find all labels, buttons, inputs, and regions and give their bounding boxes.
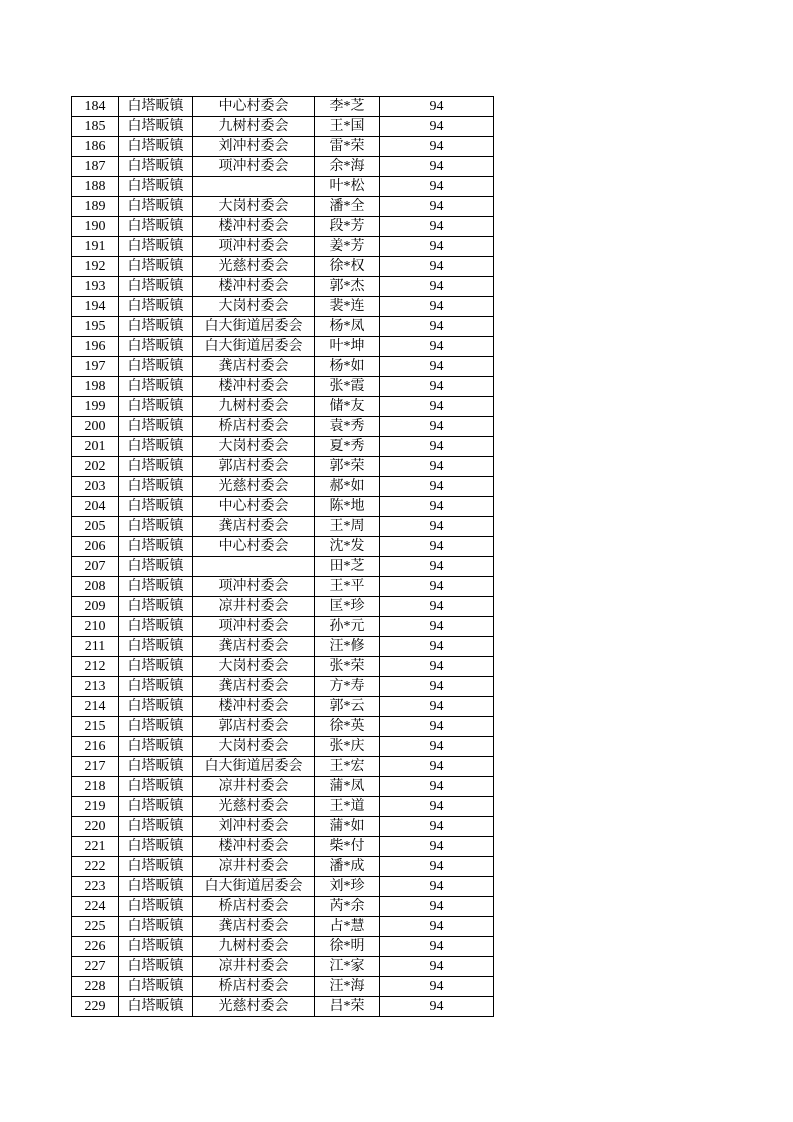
town-cell: 白塔畈镇 xyxy=(119,457,193,477)
village-committee-cell: 白大街道居委会 xyxy=(193,337,315,357)
village-committee-cell: 九树村委会 xyxy=(193,397,315,417)
person-name-cell: 陈*地 xyxy=(315,497,380,517)
row-number-cell: 229 xyxy=(72,997,119,1017)
table-row xyxy=(72,757,494,777)
table-row xyxy=(72,617,494,637)
row-number-cell: 228 xyxy=(72,977,119,997)
village-committee-cell: 项冲村委会 xyxy=(193,617,315,637)
town-cell: 白塔畈镇 xyxy=(119,517,193,537)
table-row xyxy=(72,637,494,657)
score-cell: 94 xyxy=(380,737,494,757)
person-name-cell: 姜*芳 xyxy=(315,237,380,257)
score-cell: 94 xyxy=(380,357,494,377)
score-cell: 94 xyxy=(380,197,494,217)
row-number-cell: 211 xyxy=(72,637,119,657)
town-cell: 白塔畈镇 xyxy=(119,737,193,757)
score-cell: 94 xyxy=(380,477,494,497)
village-committee-cell: 大岗村委会 xyxy=(193,197,315,217)
table-row xyxy=(72,657,494,677)
person-name-cell: 裴*连 xyxy=(315,297,380,317)
row-number-cell: 204 xyxy=(72,497,119,517)
row-number-cell: 192 xyxy=(72,257,119,277)
table-row xyxy=(72,297,494,317)
town-cell: 白塔畈镇 xyxy=(119,977,193,997)
town-cell: 白塔畈镇 xyxy=(119,837,193,857)
score-cell: 94 xyxy=(380,877,494,897)
person-name-cell: 张*霞 xyxy=(315,377,380,397)
person-name-cell: 汪*海 xyxy=(315,977,380,997)
village-committee-cell: 凉井村委会 xyxy=(193,597,315,617)
row-number-cell: 212 xyxy=(72,657,119,677)
row-number-cell: 214 xyxy=(72,697,119,717)
score-cell: 94 xyxy=(380,217,494,237)
person-name-cell: 叶*松 xyxy=(315,177,380,197)
village-committee-cell: 光慈村委会 xyxy=(193,997,315,1017)
score-cell: 94 xyxy=(380,777,494,797)
person-name-cell: 刘*珍 xyxy=(315,877,380,897)
table-row xyxy=(72,237,494,257)
person-name-cell: 徐*权 xyxy=(315,257,380,277)
table-row xyxy=(72,277,494,297)
row-number-cell: 194 xyxy=(72,297,119,317)
score-cell: 94 xyxy=(380,297,494,317)
village-committee-cell: 龚店村委会 xyxy=(193,677,315,697)
town-cell: 白塔畈镇 xyxy=(119,877,193,897)
table-row xyxy=(72,937,494,957)
town-cell: 白塔畈镇 xyxy=(119,337,193,357)
person-name-cell: 郭*杰 xyxy=(315,277,380,297)
row-number-cell: 224 xyxy=(72,897,119,917)
village-committee-cell: 九树村委会 xyxy=(193,937,315,957)
town-cell: 白塔畈镇 xyxy=(119,177,193,197)
row-number-cell: 196 xyxy=(72,337,119,357)
town-cell: 白塔畈镇 xyxy=(119,697,193,717)
score-cell: 94 xyxy=(380,277,494,297)
row-number-cell: 218 xyxy=(72,777,119,797)
person-name-cell: 占*慧 xyxy=(315,917,380,937)
table-row xyxy=(72,477,494,497)
town-cell: 白塔畈镇 xyxy=(119,377,193,397)
row-number-cell: 213 xyxy=(72,677,119,697)
village-committee-cell: 白大街道居委会 xyxy=(193,877,315,897)
table-row xyxy=(72,837,494,857)
table-row xyxy=(72,197,494,217)
table-row xyxy=(72,917,494,937)
row-number-cell: 207 xyxy=(72,557,119,577)
person-name-cell: 郭*云 xyxy=(315,697,380,717)
table-row xyxy=(72,137,494,157)
row-number-cell: 191 xyxy=(72,237,119,257)
town-cell: 白塔畈镇 xyxy=(119,817,193,837)
row-number-cell: 209 xyxy=(72,597,119,617)
town-cell: 白塔畈镇 xyxy=(119,117,193,137)
village-committee-cell: 九树村委会 xyxy=(193,117,315,137)
record-table xyxy=(71,96,494,1017)
row-number-cell: 193 xyxy=(72,277,119,297)
score-cell: 94 xyxy=(380,157,494,177)
person-name-cell: 袁*秀 xyxy=(315,417,380,437)
score-cell: 94 xyxy=(380,557,494,577)
score-cell: 94 xyxy=(380,677,494,697)
score-cell: 94 xyxy=(380,837,494,857)
row-number-cell: 223 xyxy=(72,877,119,897)
village-committee-cell: 白大街道居委会 xyxy=(193,757,315,777)
score-cell: 94 xyxy=(380,577,494,597)
village-committee-cell: 光慈村委会 xyxy=(193,257,315,277)
table-row xyxy=(72,337,494,357)
town-cell: 白塔畈镇 xyxy=(119,137,193,157)
village-committee-cell: 大岗村委会 xyxy=(193,737,315,757)
table-row xyxy=(72,957,494,977)
person-name-cell: 徐*英 xyxy=(315,717,380,737)
town-cell: 白塔畈镇 xyxy=(119,997,193,1017)
row-number-cell: 226 xyxy=(72,937,119,957)
score-cell: 94 xyxy=(380,917,494,937)
score-cell: 94 xyxy=(380,717,494,737)
town-cell: 白塔畈镇 xyxy=(119,357,193,377)
person-name-cell: 吕*荣 xyxy=(315,997,380,1017)
row-number-cell: 188 xyxy=(72,177,119,197)
village-committee-cell: 大岗村委会 xyxy=(193,657,315,677)
person-name-cell: 王*宏 xyxy=(315,757,380,777)
village-committee-cell: 项冲村委会 xyxy=(193,577,315,597)
person-name-cell: 蒲*凤 xyxy=(315,777,380,797)
score-cell: 94 xyxy=(380,617,494,637)
person-name-cell: 潘*全 xyxy=(315,197,380,217)
row-number-cell: 201 xyxy=(72,437,119,457)
row-number-cell: 185 xyxy=(72,117,119,137)
row-number-cell: 206 xyxy=(72,537,119,557)
village-committee-cell: 郭店村委会 xyxy=(193,717,315,737)
town-cell: 白塔畈镇 xyxy=(119,917,193,937)
town-cell: 白塔畈镇 xyxy=(119,97,193,117)
village-committee-cell: 楼冲村委会 xyxy=(193,217,315,237)
town-cell: 白塔畈镇 xyxy=(119,237,193,257)
village-committee-cell: 龚店村委会 xyxy=(193,637,315,657)
town-cell: 白塔畈镇 xyxy=(119,157,193,177)
person-name-cell: 夏*秀 xyxy=(315,437,380,457)
score-cell: 94 xyxy=(380,397,494,417)
table-row xyxy=(72,497,494,517)
score-cell: 94 xyxy=(380,457,494,477)
town-cell: 白塔畈镇 xyxy=(119,657,193,677)
town-cell: 白塔畈镇 xyxy=(119,317,193,337)
person-name-cell: 王*周 xyxy=(315,517,380,537)
person-name-cell: 雷*荣 xyxy=(315,137,380,157)
village-committee-cell: 龚店村委会 xyxy=(193,917,315,937)
village-committee-cell: 桥店村委会 xyxy=(193,897,315,917)
person-name-cell: 柴*付 xyxy=(315,837,380,857)
town-cell: 白塔畈镇 xyxy=(119,497,193,517)
town-cell: 白塔畈镇 xyxy=(119,477,193,497)
row-number-cell: 220 xyxy=(72,817,119,837)
town-cell: 白塔畈镇 xyxy=(119,597,193,617)
table-row xyxy=(72,377,494,397)
village-committee-cell: 龚店村委会 xyxy=(193,517,315,537)
table-row xyxy=(72,117,494,137)
village-committee-cell: 楼冲村委会 xyxy=(193,277,315,297)
row-number-cell: 208 xyxy=(72,577,119,597)
table-row xyxy=(72,417,494,437)
person-name-cell: 李*芝 xyxy=(315,97,380,117)
score-cell: 94 xyxy=(380,417,494,437)
table-row xyxy=(72,677,494,697)
score-cell: 94 xyxy=(380,817,494,837)
town-cell: 白塔畈镇 xyxy=(119,277,193,297)
row-number-cell: 215 xyxy=(72,717,119,737)
table-row xyxy=(72,397,494,417)
score-cell: 94 xyxy=(380,697,494,717)
row-number-cell: 184 xyxy=(72,97,119,117)
score-cell: 94 xyxy=(380,537,494,557)
town-cell: 白塔畈镇 xyxy=(119,717,193,737)
person-name-cell: 张*荣 xyxy=(315,657,380,677)
score-cell: 94 xyxy=(380,177,494,197)
score-cell: 94 xyxy=(380,497,494,517)
village-committee-cell: 凉井村委会 xyxy=(193,777,315,797)
town-cell: 白塔畈镇 xyxy=(119,257,193,277)
table-row xyxy=(72,357,494,377)
table-body xyxy=(72,97,494,1017)
village-committee-cell: 项冲村委会 xyxy=(193,237,315,257)
score-cell: 94 xyxy=(380,857,494,877)
row-number-cell: 198 xyxy=(72,377,119,397)
town-cell: 白塔畈镇 xyxy=(119,777,193,797)
village-committee-cell: 光慈村委会 xyxy=(193,477,315,497)
town-cell: 白塔畈镇 xyxy=(119,557,193,577)
town-cell: 白塔畈镇 xyxy=(119,537,193,557)
person-name-cell: 汪*修 xyxy=(315,637,380,657)
village-committee-cell: 凉井村委会 xyxy=(193,857,315,877)
person-name-cell: 方*寿 xyxy=(315,677,380,697)
person-name-cell: 匡*珍 xyxy=(315,597,380,617)
person-name-cell: 杨*凤 xyxy=(315,317,380,337)
village-committee-cell: 凉井村委会 xyxy=(193,957,315,977)
village-committee-cell: 楼冲村委会 xyxy=(193,837,315,857)
person-name-cell: 江*家 xyxy=(315,957,380,977)
table-row xyxy=(72,537,494,557)
table-row xyxy=(72,717,494,737)
person-name-cell: 芮*余 xyxy=(315,897,380,917)
person-name-cell: 蒲*如 xyxy=(315,817,380,837)
row-number-cell: 225 xyxy=(72,917,119,937)
score-cell: 94 xyxy=(380,317,494,337)
town-cell: 白塔畈镇 xyxy=(119,577,193,597)
score-cell: 94 xyxy=(380,637,494,657)
table-row xyxy=(72,177,494,197)
score-cell: 94 xyxy=(380,137,494,157)
table-row xyxy=(72,217,494,237)
person-name-cell: 王*国 xyxy=(315,117,380,137)
table-row xyxy=(72,157,494,177)
row-number-cell: 190 xyxy=(72,217,119,237)
score-cell: 94 xyxy=(380,957,494,977)
row-number-cell: 187 xyxy=(72,157,119,177)
village-committee-cell: 中心村委会 xyxy=(193,537,315,557)
village-committee-cell: 白大街道居委会 xyxy=(193,317,315,337)
table-row xyxy=(72,317,494,337)
row-number-cell: 210 xyxy=(72,617,119,637)
table-row xyxy=(72,877,494,897)
town-cell: 白塔畈镇 xyxy=(119,397,193,417)
person-name-cell: 孙*元 xyxy=(315,617,380,637)
table-row xyxy=(72,577,494,597)
table-row xyxy=(72,697,494,717)
row-number-cell: 195 xyxy=(72,317,119,337)
table-row xyxy=(72,257,494,277)
row-number-cell: 203 xyxy=(72,477,119,497)
score-cell: 94 xyxy=(380,117,494,137)
table-row xyxy=(72,977,494,997)
village-committee-cell: 楼冲村委会 xyxy=(193,377,315,397)
score-cell: 94 xyxy=(380,797,494,817)
score-cell: 94 xyxy=(380,977,494,997)
town-cell: 白塔畈镇 xyxy=(119,217,193,237)
town-cell: 白塔畈镇 xyxy=(119,437,193,457)
score-cell: 94 xyxy=(380,757,494,777)
row-number-cell: 227 xyxy=(72,957,119,977)
score-cell: 94 xyxy=(380,937,494,957)
table-row xyxy=(72,437,494,457)
row-number-cell: 205 xyxy=(72,517,119,537)
table-row xyxy=(72,777,494,797)
row-number-cell: 221 xyxy=(72,837,119,857)
row-number-cell: 186 xyxy=(72,137,119,157)
row-number-cell: 219 xyxy=(72,797,119,817)
village-committee-cell: 龚店村委会 xyxy=(193,357,315,377)
village-committee-cell: 中心村委会 xyxy=(193,497,315,517)
person-name-cell: 徐*明 xyxy=(315,937,380,957)
score-cell: 94 xyxy=(380,97,494,117)
row-number-cell: 216 xyxy=(72,737,119,757)
person-name-cell: 郝*如 xyxy=(315,477,380,497)
village-committee-cell: 刘冲村委会 xyxy=(193,817,315,837)
row-number-cell: 189 xyxy=(72,197,119,217)
score-cell: 94 xyxy=(380,437,494,457)
town-cell: 白塔畈镇 xyxy=(119,637,193,657)
town-cell: 白塔畈镇 xyxy=(119,797,193,817)
person-name-cell: 余*海 xyxy=(315,157,380,177)
table-row xyxy=(72,557,494,577)
town-cell: 白塔畈镇 xyxy=(119,417,193,437)
score-cell: 94 xyxy=(380,997,494,1017)
row-number-cell: 200 xyxy=(72,417,119,437)
person-name-cell: 杨*如 xyxy=(315,357,380,377)
town-cell: 白塔畈镇 xyxy=(119,197,193,217)
table-row xyxy=(72,857,494,877)
score-cell: 94 xyxy=(380,257,494,277)
person-name-cell: 田*芝 xyxy=(315,557,380,577)
row-number-cell: 202 xyxy=(72,457,119,477)
person-name-cell: 段*芳 xyxy=(315,217,380,237)
village-committee-cell: 桥店村委会 xyxy=(193,977,315,997)
row-number-cell: 217 xyxy=(72,757,119,777)
table-row xyxy=(72,737,494,757)
table-row xyxy=(72,797,494,817)
person-name-cell: 王*道 xyxy=(315,797,380,817)
town-cell: 白塔畈镇 xyxy=(119,937,193,957)
score-cell: 94 xyxy=(380,377,494,397)
table-row xyxy=(72,897,494,917)
row-number-cell: 222 xyxy=(72,857,119,877)
village-committee-cell: 郭店村委会 xyxy=(193,457,315,477)
village-committee-cell xyxy=(193,557,315,577)
village-committee-cell: 大岗村委会 xyxy=(193,437,315,457)
village-committee-cell: 项冲村委会 xyxy=(193,157,315,177)
village-committee-cell: 中心村委会 xyxy=(193,97,315,117)
village-committee-cell: 大岗村委会 xyxy=(193,297,315,317)
town-cell: 白塔畈镇 xyxy=(119,957,193,977)
village-committee-cell xyxy=(193,177,315,197)
person-name-cell: 郭*荣 xyxy=(315,457,380,477)
village-committee-cell: 楼冲村委会 xyxy=(193,697,315,717)
table-row xyxy=(72,517,494,537)
town-cell: 白塔畈镇 xyxy=(119,297,193,317)
score-cell: 94 xyxy=(380,337,494,357)
town-cell: 白塔畈镇 xyxy=(119,677,193,697)
table-row xyxy=(72,597,494,617)
person-name-cell: 沈*发 xyxy=(315,537,380,557)
town-cell: 白塔畈镇 xyxy=(119,757,193,777)
row-number-cell: 197 xyxy=(72,357,119,377)
table-row xyxy=(72,817,494,837)
town-cell: 白塔畈镇 xyxy=(119,897,193,917)
score-cell: 94 xyxy=(380,897,494,917)
table-row xyxy=(72,97,494,117)
town-cell: 白塔畈镇 xyxy=(119,857,193,877)
table-row xyxy=(72,997,494,1017)
person-name-cell: 王*平 xyxy=(315,577,380,597)
person-name-cell: 储*友 xyxy=(315,397,380,417)
person-name-cell: 叶*坤 xyxy=(315,337,380,357)
score-cell: 94 xyxy=(380,597,494,617)
person-name-cell: 张*庆 xyxy=(315,737,380,757)
table-row xyxy=(72,457,494,477)
row-number-cell: 199 xyxy=(72,397,119,417)
score-cell: 94 xyxy=(380,237,494,257)
town-cell: 白塔畈镇 xyxy=(119,617,193,637)
person-name-cell: 潘*成 xyxy=(315,857,380,877)
village-committee-cell: 桥店村委会 xyxy=(193,417,315,437)
score-cell: 94 xyxy=(380,517,494,537)
village-committee-cell: 刘冲村委会 xyxy=(193,137,315,157)
village-committee-cell: 光慈村委会 xyxy=(193,797,315,817)
score-cell: 94 xyxy=(380,657,494,677)
